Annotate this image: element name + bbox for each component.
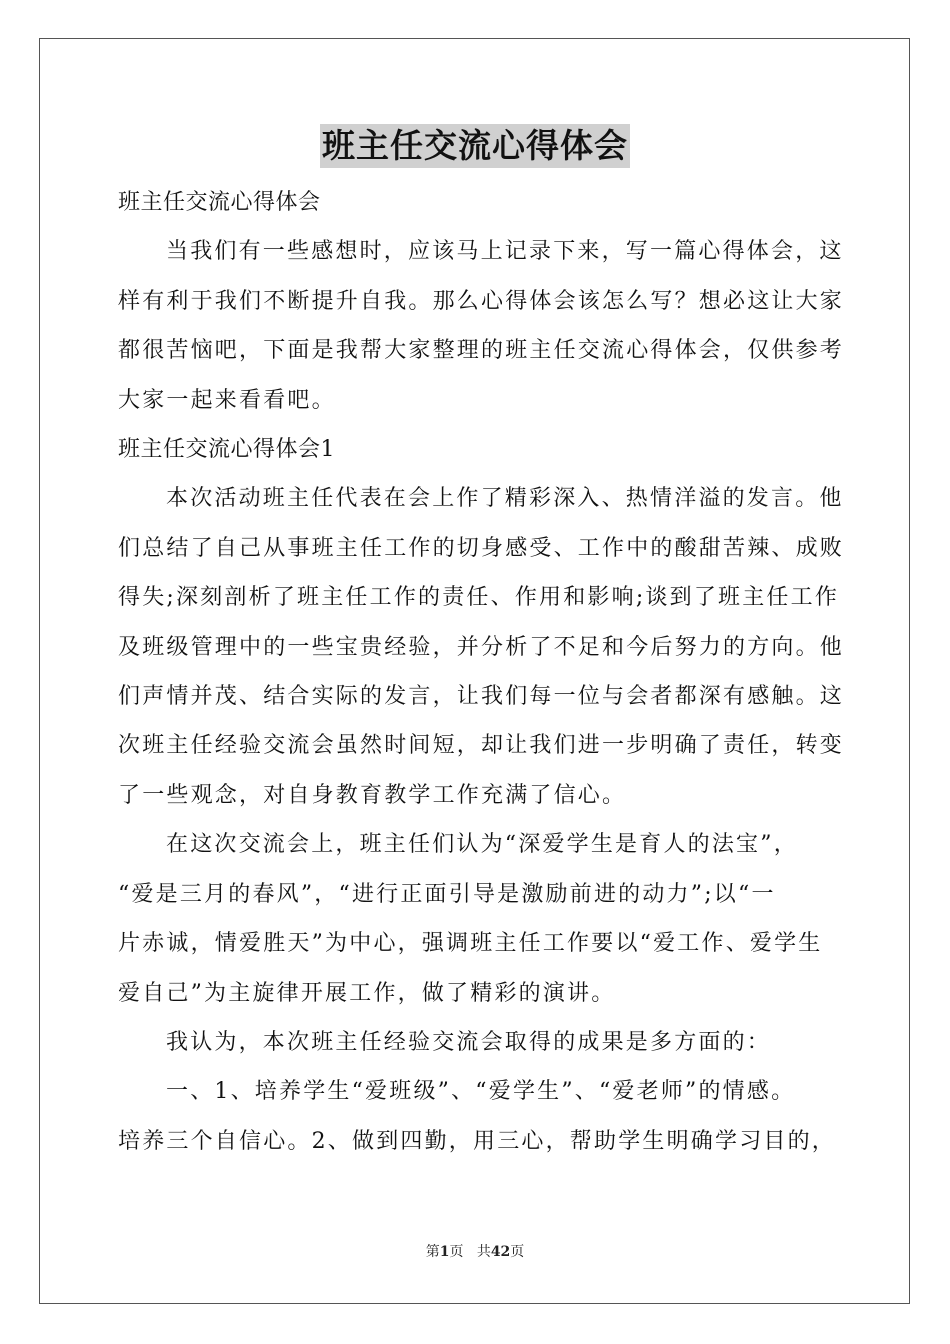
body-text-line: “爱是三月的春风”，“进行正面引导是激励前进的动力”;以“一 [118,881,776,907]
body-text-line: 当我们有一些感想时，应该马上记录下来，写一篇心得体会，这 [166,239,844,265]
total-page-count: 42 [490,1244,511,1260]
footer-page-unit: 页 [449,1244,464,1260]
body-text-line: 得失;深刻剖析了班主任工作的责任、作用和影响;谈到了班主任工作 [118,585,840,611]
body-text-line: 我认为，本次班主任经验交流会取得的成果是多方面的： [166,1029,772,1055]
section-heading: 班主任交流心得体会 [118,190,321,215]
body-text-line: 次班主任经验交流会虽然时间短，却让我们进一步明确了责任，转变 [118,733,845,759]
footer-total-unit: 页 [510,1244,525,1260]
footer-total-prefix: 共 [476,1244,491,1260]
body-text-line: 本次活动班主任代表在会上作了精彩深入、热情洋溢的发言。他 [166,486,844,512]
body-text-line: 片赤诚，情爱胜天”为中心，强调班主任工作要以“爱工作、爱学生 [118,931,823,957]
body-text-line: 培养三个自信心。2、做到四勤，用三心，帮助学生明确学习目的， [118,1128,836,1154]
body-text-line: 样有利于我们不断提升自我。那么心得体会该怎么写？想必这让大家 [118,288,845,314]
current-page-number: 1 [439,1244,450,1260]
body-text-line: 们声情并茂、结合实际的发言，让我们每一位与会者都深有感触。这 [118,684,845,710]
body-text-line: 都很苦恼吧，下面是我帮大家整理的班主任交流心得体会，仅供参考 [118,338,845,364]
document-body [118,178,845,1166]
body-text-line: 及班级管理中的一些宝贵经验，并分析了不足和今后努力的方向。他 [118,634,845,660]
title-container [0,124,950,168]
document-title: 班主任交流心得体会 [320,124,630,168]
body-text-line: 了一些观念，对自身教育教学工作充满了信心。 [118,782,627,808]
body-text-line: 爱自己”为主旋律开展工作，做了精彩的演讲。 [118,980,616,1006]
page-footer [0,1242,950,1262]
section-heading: 班主任交流心得体会1 [118,437,335,463]
body-text-line: 大家一起来看看吧。 [118,387,336,413]
footer-prefix: 第 [425,1244,440,1260]
body-text-line: 在这次交流会上，班主任们认为“深爱学生是育人的法宝”， [166,832,798,858]
body-text-line: 一、1、培养学生“爱班级”、“爱学生”、“爱老师”的情感。 [166,1079,796,1105]
body-text-line: 们总结了自己从事班主任工作的切身感受、工作中的酸甜苦辣、成败 [118,535,845,561]
